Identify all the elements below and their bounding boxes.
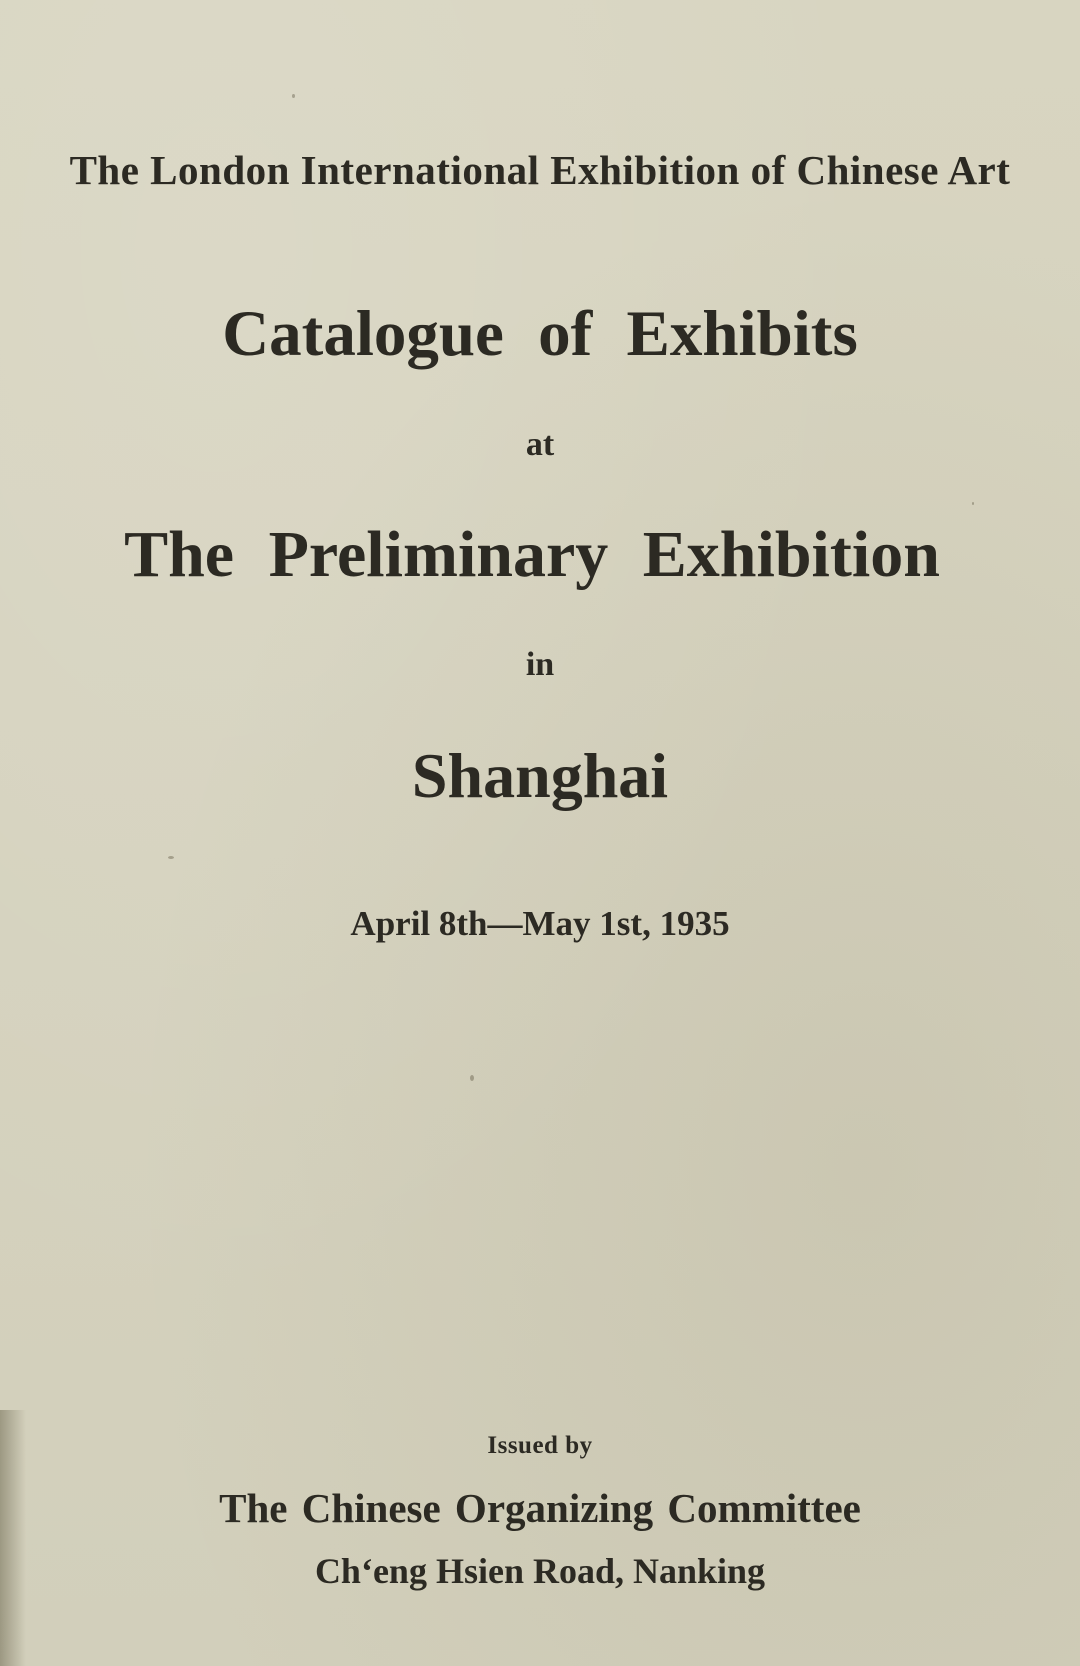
paper-speck: [972, 502, 974, 505]
main-title: Catalogue of Exhibits: [222, 298, 858, 370]
series-title: The London International Exhibition of Chinese Art: [69, 147, 1011, 193]
exhibition-dates: April 8th—May 1st, 1935: [350, 904, 730, 943]
exhibition-title: The Preliminary Exhibition: [124, 518, 940, 591]
connector-at: at: [525, 426, 555, 463]
publisher-name: The Chinese Organizing Committee: [219, 1485, 861, 1531]
paper-speck: [292, 94, 295, 98]
paper-speck: [470, 1075, 474, 1081]
connector-in: in: [525, 646, 555, 683]
city-title: Shanghai: [411, 740, 669, 811]
issued-by-label: Issued by: [487, 1432, 593, 1459]
publisher-address: Ch‘eng Hsien Road, Nanking: [314, 1551, 766, 1591]
paper-speck: [168, 856, 174, 859]
